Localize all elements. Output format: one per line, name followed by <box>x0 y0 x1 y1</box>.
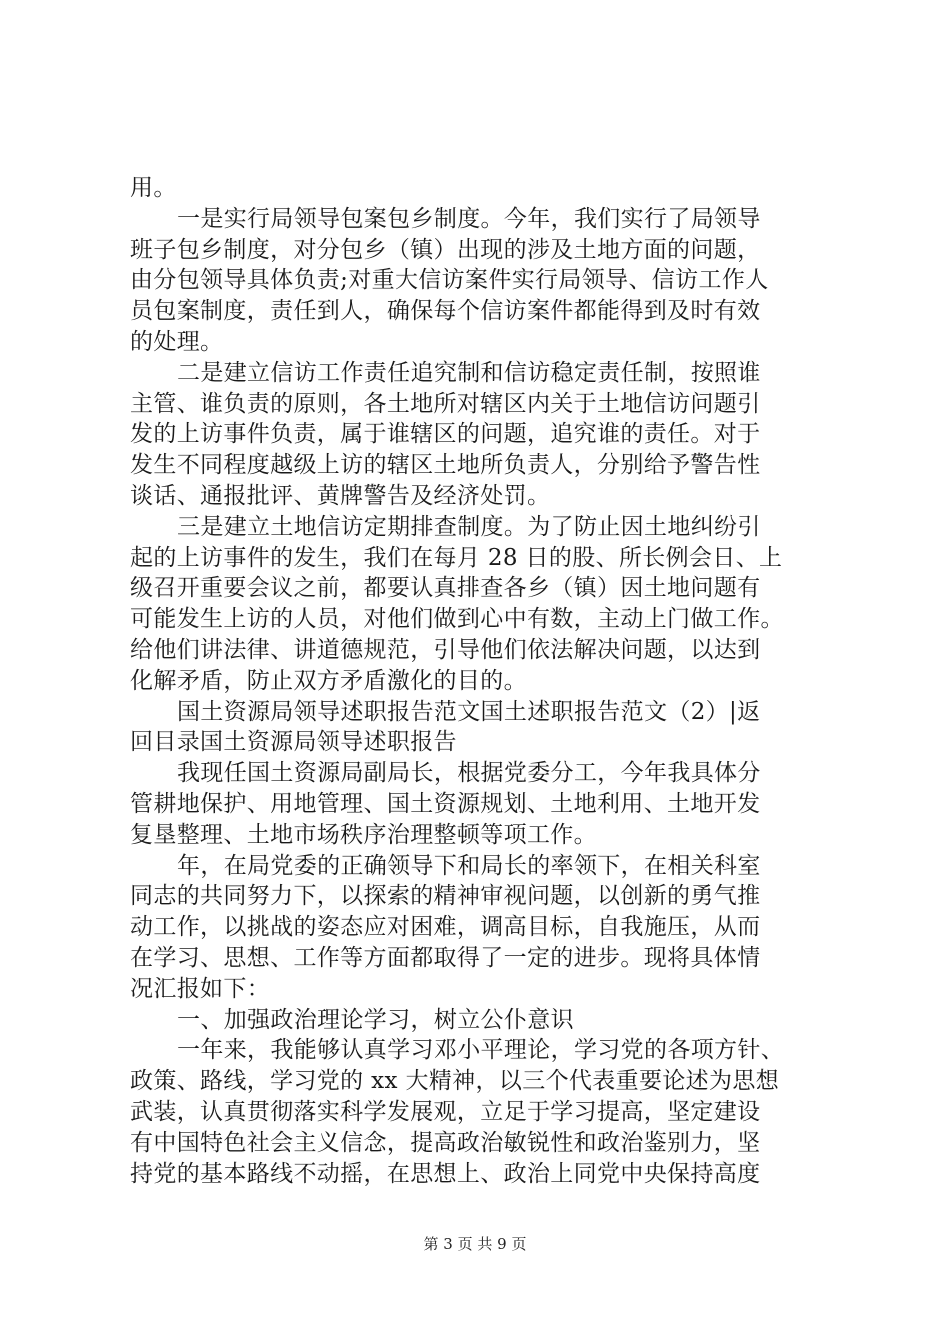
text-line: 的处理。 <box>130 328 224 355</box>
text-line: 谈话、通报批评、黄牌警告及经济处罚。 <box>130 482 551 509</box>
text-line: 况汇报如下： <box>130 975 271 1002</box>
page-footer: 第 3 页 共 9 页 <box>423 1235 527 1253</box>
text-line: 主管、谁负责的原则，各土地所对辖区内关于土地信访问题引 <box>130 390 761 417</box>
text-line: 用。 <box>130 175 177 201</box>
text-line: 动工作，以挑战的姿态应对困难，调高目标，自我施压，从而 <box>130 914 761 941</box>
text-line: 一、加强政治理论学习，树立公仆意识 <box>177 1006 574 1033</box>
text-line: 一年来，我能够认真学习邓小平理论，学习党的各项方针、 <box>177 1037 785 1064</box>
text-line: 员包案制度，责任到人，确保每个信访案件都能得到及时有效 <box>130 298 761 325</box>
text-line: 持党的基本路线不动摇，在思想上、政治上同党中央保持高度 <box>130 1160 761 1187</box>
text-line: 级召开重要会议之前，都要认真排查各乡（镇）因土地问题有 <box>130 575 761 602</box>
text-line: 可能发生上访的人员，对他们做到心中有数，主动上门做工作。 <box>130 606 784 633</box>
text-line: 化解矛盾，防止双方矛盾激化的目的。 <box>130 667 527 694</box>
text-line: 起的上访事件的发生，我们在每月 28 日的股、所长例会日、上 <box>130 544 783 571</box>
text-line: 管耕地保护、用地管理、国土资源规划、土地利用、土地开发 <box>130 790 761 817</box>
text-line: 三是建立土地信访定期排查制度。为了防止因土地纠纷引 <box>177 513 761 540</box>
text-line: 在学习、思想、工作等方面都取得了一定的进步。现将具体情 <box>130 944 761 971</box>
document-body <box>130 173 830 1189</box>
text-line: 回目录国土资源局领导述职报告 <box>130 729 457 756</box>
text-line: 给他们讲法律、讲道德规范，引导他们依法解决问题，以达到 <box>130 636 761 663</box>
text-line: 复垦整理、土地市场秩序治理整顿等项工作。 <box>130 821 597 848</box>
text-line: 班子包乡制度，对分包乡（镇）出现的涉及土地方面的问题， <box>130 236 761 263</box>
text-line: 武装，认真贯彻落实科学发展观，立足于学习提高，坚定建设 <box>130 1098 761 1125</box>
text-line: 国土资源局领导述职报告范文国土述职报告范文（2）|返 <box>177 698 761 725</box>
text-line: 我现任国土资源局副局长，根据党委分工，今年我具体分 <box>177 760 761 787</box>
text-line: 同志的共同努力下，以探索的精神审视问题，以创新的勇气推 <box>130 883 761 910</box>
text-line: 二是建立信访工作责任追究制和信访稳定责任制，按照谁 <box>177 359 761 386</box>
text-line: 政策、路线，学习党的 xx 大精神，以三个代表重要论述为思想 <box>130 1068 780 1095</box>
text-line: 有中国特色社会主义信念，提高政治敏锐性和政治鉴别力，坚 <box>130 1129 761 1156</box>
text-line: 年，在局党委的正确领导下和局长的率领下，在相关科室 <box>177 852 761 879</box>
text-line: 发生不同程度越级上访的辖区土地所负责人，分别给予警告性 <box>130 452 761 479</box>
text-line: 一是实行局领导包案包乡制度。今年，我们实行了局领导 <box>177 205 761 232</box>
text-line: 由分包领导具体负责;对重大信访案件实行局领导、信访工作人 <box>130 267 769 294</box>
text-line: 发的上访事件负责，属于谁辖区的问题，追究谁的责任。对于 <box>130 421 761 448</box>
